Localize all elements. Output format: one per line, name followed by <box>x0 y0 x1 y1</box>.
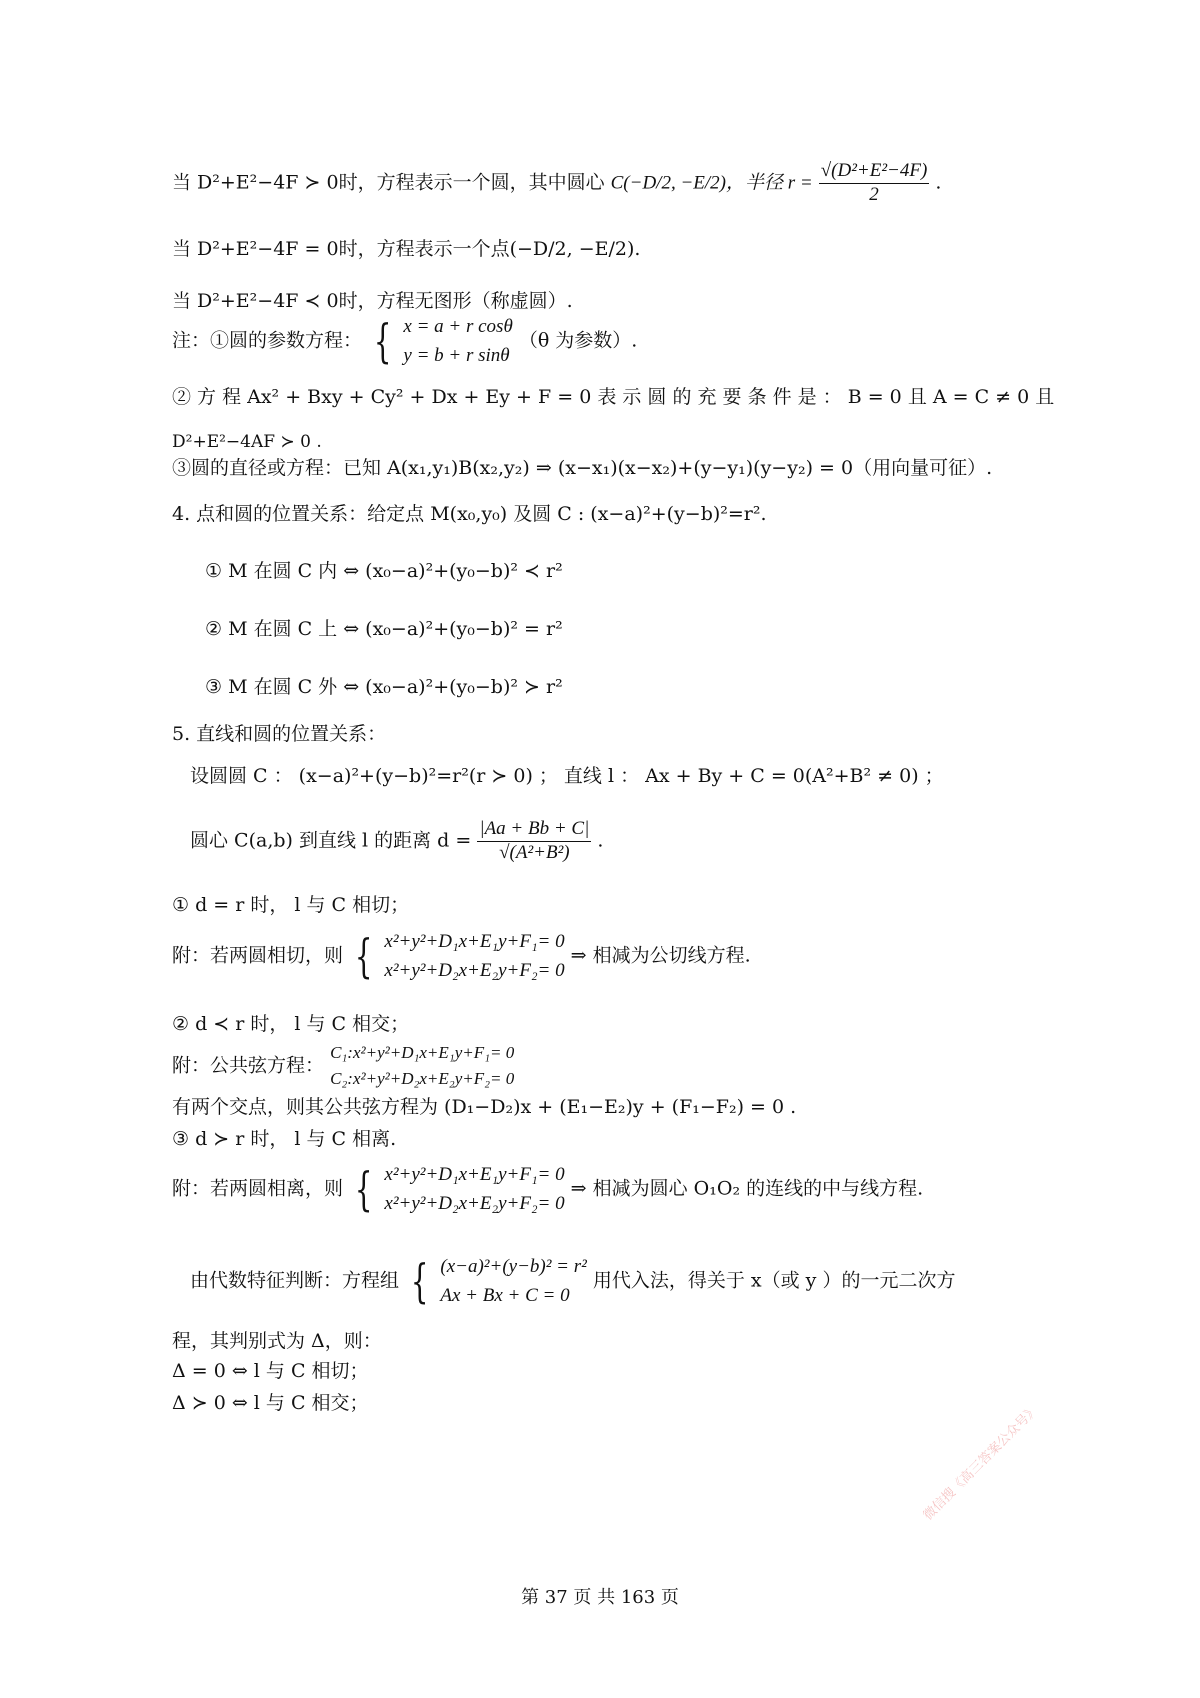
radius-denominator: 2 <box>869 183 879 205</box>
equation-2: C₂:x²+y²+D₂x+E₂y+F₂= 0 <box>330 1069 515 1089</box>
left-brace-icon: { <box>373 314 392 369</box>
equation-2: x²+y²+D₂x+E₂y+F₂= 0 <box>384 960 565 982</box>
page-footer: 第 37 页 共 163 页 <box>521 1587 679 1608</box>
line-discriminant: 程，其判别式为 Δ，则： <box>172 1330 382 1352</box>
equation-system <box>440 1252 586 1311</box>
text: 附：若两圆相切，则 <box>172 944 344 967</box>
line-delta-positive: Δ ≻ 0 ⇔ l 与 C 相交； <box>172 1392 369 1414</box>
line-separate: ③ d ≻ r 时， l 与 C 相离. <box>172 1128 397 1150</box>
line-outside: ③ M 在圆 C 外 ⇔ (x₀−a)²+(y₀−b)² ≻ r² <box>205 676 563 698</box>
equation-system <box>330 1040 514 1093</box>
line-common-chord <box>172 1040 514 1093</box>
line-setup: 设圆圆 C ： (x−a)²+(y−b)²=r²(r ≻ 0) ； 直线 l ： Ax + By + C = 0(A²+B² ≠ 0) ； <box>190 765 944 787</box>
equation-2: x²+y²+D₂x+E₂y+F₂= 0 <box>384 1193 565 1215</box>
line-condition-cont: D²+E²−4AF ≻ 0 . <box>172 432 322 452</box>
text: 由代数特征判断：方程组 <box>190 1269 400 1292</box>
text: 附：公共弦方程： <box>172 1054 325 1077</box>
line-parametric <box>172 312 637 371</box>
line-inside: ① M 在圆 C 内 ⇔ (x₀−a)²+(y₀−b)² ≺ r² <box>205 560 563 582</box>
radius-numerator: √(D²+E²−4F) <box>819 160 930 184</box>
text: 用代入法，得关于 x（或 y ）的一元二次方 <box>592 1269 956 1292</box>
text: ⇒ 相减为圆心 O₁O₂ 的连线的中与线方程. <box>570 1177 924 1200</box>
line-intersect: ② d ≺ r 时， l 与 C 相交； <box>172 1013 410 1035</box>
text: （θ 为参数）. <box>518 329 638 352</box>
line-necessary-condition: ② 方 程 Ax² + Bxy + Cy² + Dx + Ey + F = 0 表 示 圆 的 充 要 条 件 是 ： B = 0 且 A = C ≠ 0 且 <box>172 386 1055 408</box>
line-point-condition: 当 D²+E²−4F = 0时，方程表示一个点(−D/2, −E/2). <box>172 238 641 260</box>
equation-1: x²+y²+D₁x+E₁y+F₁= 0 <box>384 1164 565 1185</box>
line-circle-condition: 当 D²+E²−4F ≻ 0时，方程表示一个圆，其中圆心 C(−D/2, −E/2)，半径 r = $\frac{\text{√(D²+E²−4F)}}{2}$ . <box>172 160 942 205</box>
text: 当 D²+E²−4F ≻ 0时，方程表示一个圆，其中圆心 <box>172 171 605 194</box>
line-distance: 圆心 C(a,b) 到直线 l 的距离 d = $\frac{|Aa + Bb + C|}{\text{√(A²+B²)}}$ . <box>190 818 604 863</box>
left-brace-icon: { <box>354 1162 373 1217</box>
line-on: ② M 在圆 C 上 ⇔ (x₀−a)²+(y₀−b)² = r² <box>205 618 563 640</box>
line-no-graph: 当 D²+E²−4F ≺ 0时，方程无图形（称虚圆）. <box>172 290 573 312</box>
line-separate-circles <box>172 1160 923 1219</box>
equation-2: y = b + r sinθ <box>403 345 510 367</box>
line-delta-zero: Δ = 0 ⇔ l 与 C 相切； <box>172 1360 369 1382</box>
equation-system <box>403 312 512 371</box>
equation-system <box>384 927 564 986</box>
distance-fraction <box>477 818 591 865</box>
equation-1: x = a + r cosθ <box>403 316 513 337</box>
line-point-circle-title: 4. 点和圆的位置关系：给定点 M(x₀,y₀) 及圆 C : (x−a)²+(y−b)²=r². <box>172 503 767 525</box>
equation-1: (x−a)²+(y−b)² = r² <box>440 1256 587 1277</box>
line-algebraic <box>190 1252 955 1311</box>
text: 注：①圆的参数方程： <box>172 329 363 352</box>
left-brace-icon: { <box>354 929 373 984</box>
watermark: 微信搜《高三答案公众号》 <box>920 1402 1042 1524</box>
text: 圆心 C(a,b) 到直线 l 的距离 d = <box>190 829 472 852</box>
text: ⇒ 相减为公切线方程. <box>570 944 751 967</box>
line-tangent: ① d = r 时， l 与 C 相切； <box>172 894 410 916</box>
distance-denominator: √(A²+B²) <box>499 841 570 863</box>
center-text: C(−D/2, −E/2)，半径 r = <box>610 172 813 194</box>
radius-fraction <box>819 160 930 207</box>
line-chord-equation: 有两个交点，则其公共弦方程为 (D₁−D₂)x + (E₁−E₂)y + (F₁−F₂) = 0 . <box>172 1096 797 1118</box>
line-line-circle-title: 5. 直线和圆的位置关系： <box>172 723 387 745</box>
equation-system <box>384 1160 564 1219</box>
left-brace-icon: { <box>410 1254 429 1309</box>
equation-1: x²+y²+D₁x+E₁y+F₁= 0 <box>384 931 565 952</box>
line-diameter: ③圆的直径或方程：已知 A(x₁,y₁)B(x₂,y₂) ⇒ (x−x₁)(x−x₂)+(y−y₁)(y−y₂) = 0（用向量可征）. <box>172 457 993 479</box>
equation-1: C₁:x²+y²+D₁x+E₁y+F₁= 0 <box>330 1043 515 1062</box>
text: 附：若两圆相离，则 <box>172 1177 344 1200</box>
equation-2: Ax + Bx + C = 0 <box>440 1285 570 1307</box>
line-tangent-circles <box>172 927 751 986</box>
distance-numerator: |Aa + Bb + C| <box>477 818 591 842</box>
